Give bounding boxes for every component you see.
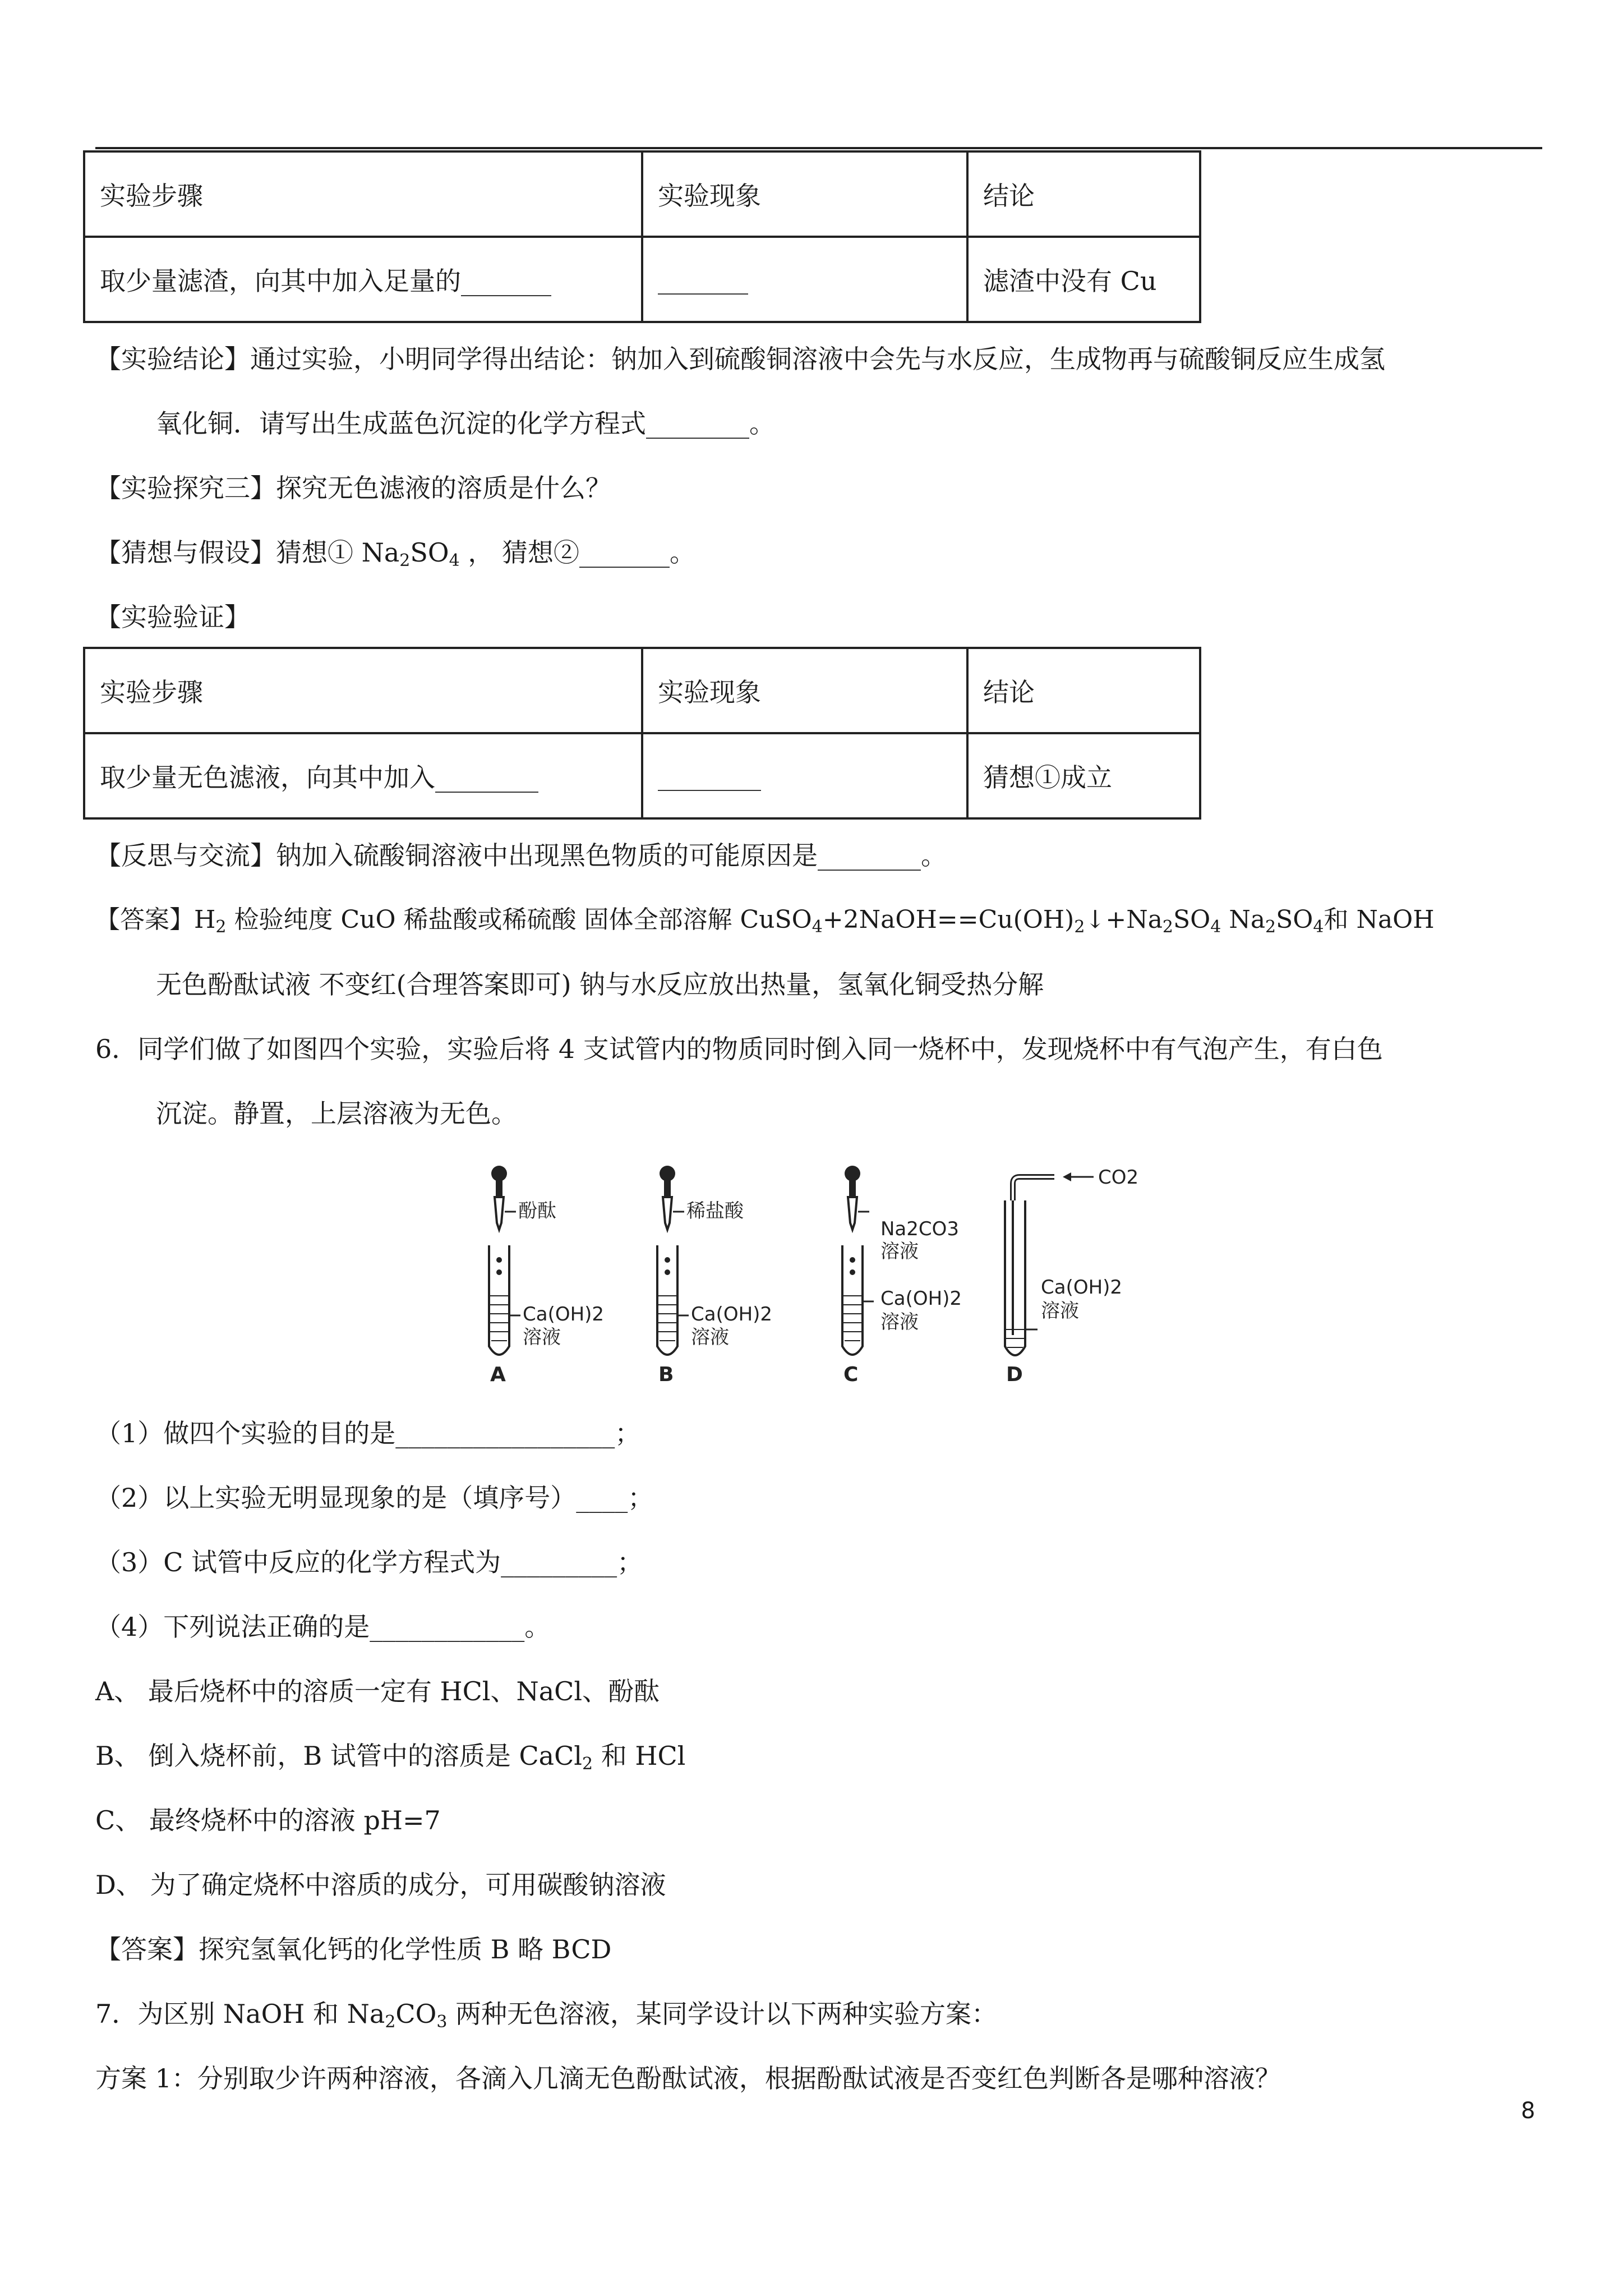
- table-header-cell: 实验步骤: [84, 648, 642, 733]
- solution-label: Ca(OH)2: [1041, 1276, 1123, 1299]
- table-header-cell: 实验步骤: [84, 151, 642, 237]
- subscript: 2: [1265, 917, 1276, 937]
- dropper-label: 酚酞: [518, 1200, 556, 1222]
- answer-text: H: [194, 905, 216, 934]
- tube-letter: B: [658, 1363, 674, 1386]
- hypothesis-prefix: 【猜想与假设】猜想① Na: [95, 537, 400, 568]
- question-6-line-1: 6．同学们做了如图四个实验，实验后将 4 支试管内的物质同时倒入同一烧杯中，发现烧杯中有气泡产生，有白色: [95, 1034, 1383, 1064]
- hypothesis: [95, 536, 695, 569]
- plan-1: 方案 1：分别取少许两种溶液，各滴入几滴无色酚酞试液，根据酚酞试液是否变红色判断各是哪种溶液？: [95, 2063, 1281, 2093]
- solution-label: 溶液: [880, 1311, 919, 1333]
- option-b-text: B、 倒入烧杯前，B 试管中的溶质是 CaCl: [95, 1741, 583, 1771]
- table-cell: ________: [642, 733, 967, 818]
- verify-heading: 【实验验证】: [95, 602, 250, 632]
- subscript: 2: [1074, 917, 1085, 937]
- question-7-text: 7．为区别 NaOH 和 Na: [95, 1999, 385, 2029]
- answer-text: ↓+Na: [1085, 905, 1163, 934]
- table-header-cell: 结论: [967, 648, 1200, 733]
- answer-text: 检验纯度 CuO 稀盐酸或稀硫酸 固体全部溶解 CuSO: [226, 905, 812, 934]
- tube-letter: C: [843, 1363, 859, 1386]
- table-header-cell: 实验现象: [642, 151, 967, 237]
- gas-label: CO2: [1098, 1166, 1139, 1189]
- answer-text: SO: [1173, 905, 1211, 934]
- page-number: 8: [1521, 2098, 1536, 2124]
- table-cell: 取少量滤渣，向其中加入足量的_______: [84, 237, 642, 322]
- solution-label: Ca(OH)2: [523, 1303, 605, 1326]
- conclusion-line-2: 氧化铜．请写出生成蓝色沉淀的化学方程式________。: [156, 408, 775, 439]
- answer-6: 【答案】探究氢氧化钙的化学性质 B 略 BCD: [95, 1934, 612, 1964]
- experiment-table-1: [83, 150, 1201, 323]
- tube-c: [842, 1166, 962, 1386]
- answer-5-line-1: [95, 903, 1435, 937]
- subscript: 3: [436, 2012, 448, 2032]
- subscript: 2: [582, 1754, 593, 1774]
- answer-text: +2NaOH==Cu(OH): [822, 905, 1075, 934]
- option-c: C、 最终烧杯中的溶液 pH=7: [95, 1805, 441, 1835]
- tube-b: [657, 1166, 772, 1386]
- option-b: [95, 1739, 685, 1773]
- subscript: 2: [385, 2012, 396, 2032]
- dropper-label: Na2CO3: [880, 1218, 960, 1240]
- answer-text: Na: [1221, 905, 1266, 934]
- dropper-label: 稀盐酸: [686, 1200, 744, 1222]
- experiment-table-2: [83, 647, 1201, 820]
- question-7-text: CO: [395, 1999, 437, 2029]
- solution-label: 溶液: [523, 1326, 561, 1349]
- answer-text: SO: [1276, 905, 1313, 934]
- subscript: 2: [1162, 917, 1174, 937]
- answer-5-line-2: 无色酚酞试液 不变红(合理答案即可) 钠与水反应放出热量，氢氧化铜受热分解: [156, 969, 1044, 1000]
- tube-letter: A: [490, 1363, 506, 1386]
- table-cell: _______: [642, 237, 967, 322]
- question-6-part-4: （4）下列说法正确的是____________。: [95, 1612, 551, 1642]
- subscript: 2: [399, 551, 411, 570]
- solution-label: Ca(OH)2: [880, 1287, 962, 1310]
- explore-three: 【实验探究三】探究无色滤液的溶质是什么？: [95, 473, 611, 503]
- question-6-part-3: （3）C 试管中反应的化学方程式为_________；: [95, 1547, 643, 1577]
- question-7-text: 两种无色溶液，某同学设计以下两种实验方案：: [447, 1999, 998, 2029]
- dropper-label: 溶液: [880, 1240, 919, 1263]
- reflection: 【反思与交流】钠加入硫酸铜溶液中出现黑色物质的可能原因是________。: [95, 840, 947, 871]
- solution-label: Ca(OH)2: [691, 1303, 773, 1326]
- question-6-part-1: （1）做四个实验的目的是_________________；: [95, 1418, 641, 1448]
- subscript: 4: [811, 917, 823, 937]
- conclusion-line-1: 【实验结论】通过实验，小明同学得出结论：钠加入到硫酸铜溶液中会先与水反应，生成物再与硫酸铜反应生成氢: [95, 344, 1385, 374]
- question-7: [95, 1997, 997, 2031]
- top-rule: [95, 147, 1542, 149]
- tube-d: [1005, 1166, 1138, 1386]
- solution-label: 溶液: [691, 1326, 729, 1349]
- option-b-suffix: 和 HCl: [593, 1741, 686, 1771]
- table-cell: 滤渣中没有 Cu: [967, 237, 1200, 322]
- subscript: 4: [1313, 917, 1324, 937]
- subscript: 4: [1210, 917, 1221, 937]
- subscript: 4: [449, 551, 460, 570]
- tube-letter: D: [1006, 1363, 1023, 1386]
- hypothesis-so: SO: [410, 537, 449, 568]
- option-a: A、 最后烧杯中的溶质一定有 HCl、NaCl、酚酞: [95, 1676, 660, 1706]
- answer-text: 和 NaOH: [1324, 905, 1435, 934]
- table-header-row: [84, 151, 1200, 237]
- question-6-part-2: （2）以上实验无明显现象的是（填序号）____；: [95, 1483, 654, 1513]
- question-6-line-2: 沉淀。静置，上层溶液为无色。: [156, 1098, 517, 1129]
- table-header-cell: 结论: [967, 151, 1200, 237]
- subscript: 2: [215, 917, 227, 937]
- answer-label: 【答案】: [95, 905, 194, 934]
- table-cell: 猜想①成立: [967, 733, 1200, 818]
- tube-a: [489, 1166, 604, 1386]
- table-header-row: [84, 648, 1200, 733]
- table-row: [84, 237, 1200, 322]
- table-row: [84, 733, 1200, 818]
- table-header-cell: 实验现象: [642, 648, 967, 733]
- option-d: D、 为了确定烧杯中溶质的成分，可用碳酸钠溶液: [95, 1870, 666, 1900]
- hypothesis-suffix: ， 猜想②_______。: [459, 537, 695, 568]
- table-cell: 取少量无色滤液，向其中加入________: [84, 733, 642, 818]
- solution-label: 溶液: [1041, 1300, 1079, 1322]
- test-tube-figure: [482, 1161, 1189, 1386]
